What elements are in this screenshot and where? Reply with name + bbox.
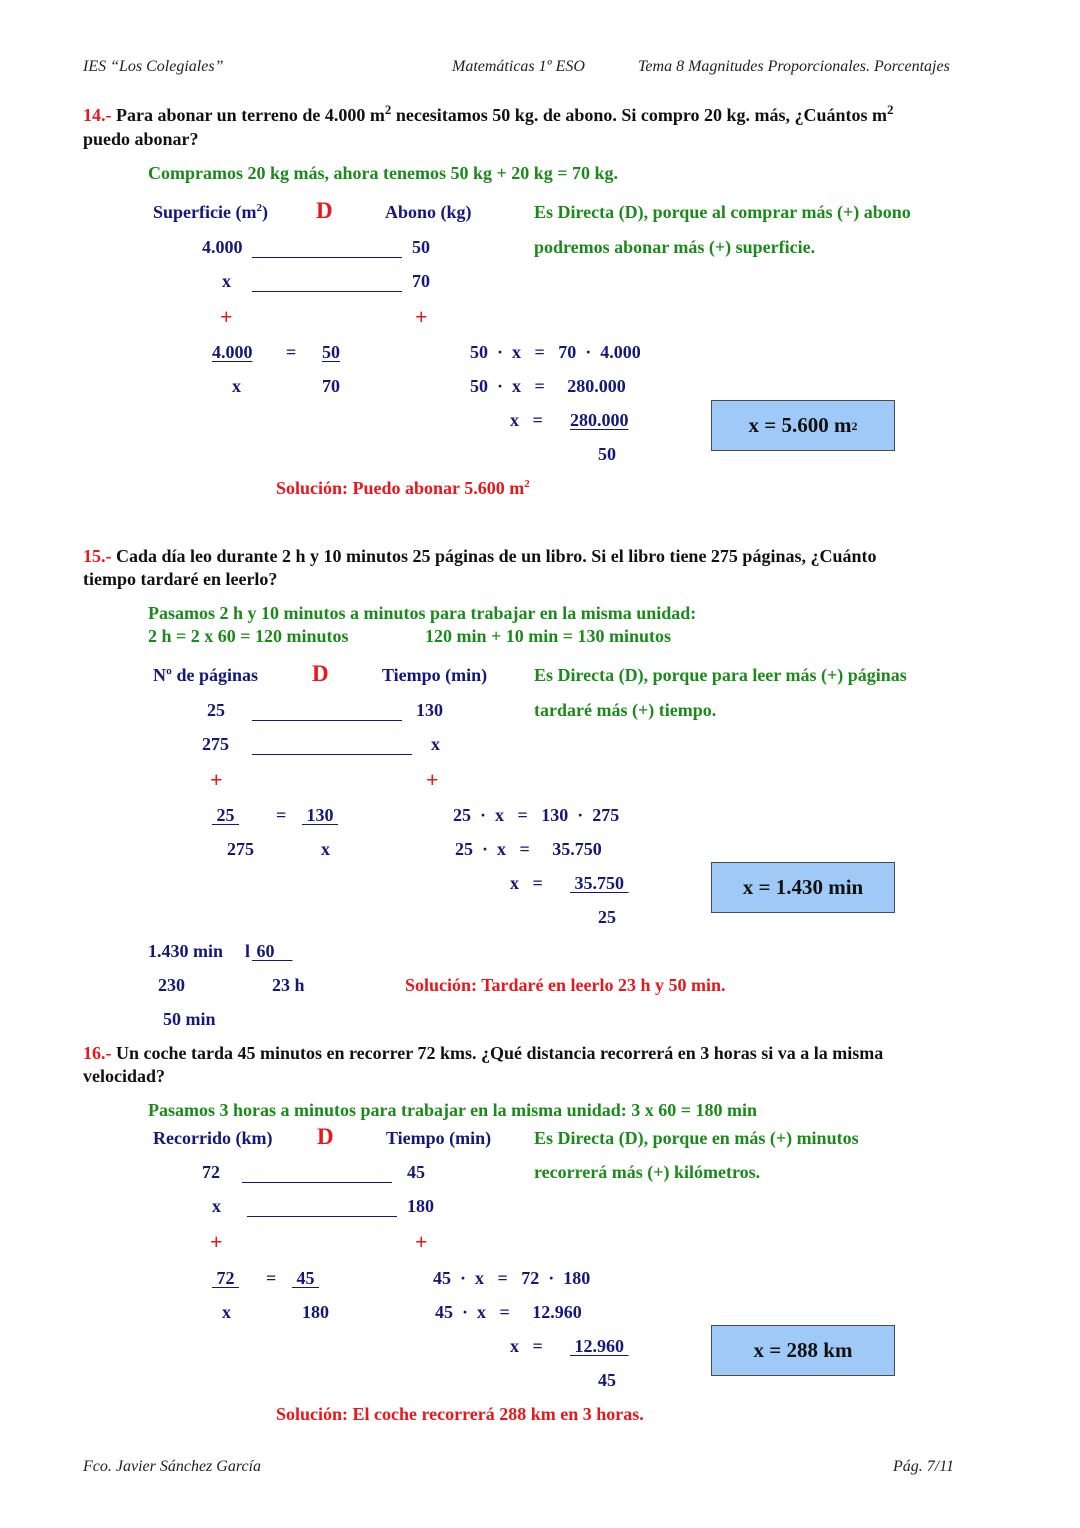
problem-14-type-letter: D xyxy=(316,198,333,223)
problem-16-type-letter: D xyxy=(317,1124,334,1149)
problem-15-div-divisor: 60 xyxy=(256,941,275,961)
problem-16-solution: Solución: El coche recorrerá 288 km en 3 horas. xyxy=(276,1404,644,1424)
header-subject: Matemáticas 1º ESO xyxy=(452,58,585,75)
problem-14-plus-right: + xyxy=(415,304,428,329)
problem-14-frac-right-num: 50 xyxy=(322,342,340,362)
problem-14-frac-equals: = xyxy=(286,342,297,362)
problem-14-col2-label: Abono (kg) xyxy=(385,202,472,222)
problem-16-frac-right-num: 45 xyxy=(296,1268,315,1288)
problem-16-row1-right: 45 xyxy=(407,1162,425,1182)
problem-16-eq3-den: 45 xyxy=(598,1370,616,1390)
problem-16-statement-line2: velocidad? xyxy=(83,1066,166,1086)
problem-14-result-box: x = 5.600 m 2 xyxy=(711,400,895,451)
problem-14-plus-left: + xyxy=(220,304,233,329)
problem-14-note: Compramos 20 kg más, ahora tenemos 50 kg + 20 kg = 70 kg. xyxy=(148,163,619,183)
problem-16-col2-label: Tiempo (min) xyxy=(386,1128,492,1148)
problem-16-row2-line xyxy=(247,1216,397,1217)
problem-14-row2-right: 70 xyxy=(412,271,430,291)
problem-15-frac-left-den: 275 xyxy=(227,839,254,859)
problem-14-row2-left: x xyxy=(222,271,231,291)
problem-16-eq2: 45 · x = 12.960 xyxy=(435,1302,582,1322)
problem-15-frac-equals: = xyxy=(276,805,287,825)
problem-15-col1-label: Nº de páginas xyxy=(153,665,258,685)
problem-15-frac-right-den: x xyxy=(321,839,330,859)
problem-15-plus-left: + xyxy=(210,767,223,792)
problem-15-div-remainder2: 50 min xyxy=(163,1009,216,1029)
footer-author: Fco. Javier Sánchez García xyxy=(83,1458,262,1475)
problem-16-plus-right: + xyxy=(415,1229,428,1254)
problem-16-statement: 16.- Un coche tarda 45 minutos en recorrer 72 kms. ¿Qué distancia recorrerá en 3 horas si va a la misma xyxy=(83,1043,884,1063)
problem-16-row2-right: 180 xyxy=(407,1196,434,1216)
problem-14-frac-left-num: 4.000 xyxy=(212,342,253,362)
problem-15-div-bar: l xyxy=(245,941,251,961)
problem-14-eq2: 50 · x = 280.000 xyxy=(470,376,626,396)
problem-14-frac-left-den: x xyxy=(232,376,241,396)
problem-15-eq3-num: 35.750 xyxy=(574,873,624,893)
problem-16-frac-right-den: 180 xyxy=(302,1302,329,1322)
header-school: IES “Los Colegiales” xyxy=(83,58,224,75)
header-topic: Tema 8 Magnitudes Proporcionales. Porcentajes xyxy=(638,58,950,75)
problem-15-eq3-left: x = xyxy=(510,873,543,893)
problem-16-number: 16.- xyxy=(83,1043,112,1063)
problem-15-solution: Solución: Tardaré en leerlo 23 h y 50 min. xyxy=(405,975,726,995)
problem-15-col2-label: Tiempo (min) xyxy=(382,665,488,685)
problem-16-row2-left: x xyxy=(212,1196,221,1216)
problem-15-eq1: 25 · x = 130 · 275 xyxy=(453,805,620,825)
problem-15-frac-left-num: 25 xyxy=(216,805,235,825)
problem-16-reason-line1: Es Directa (D), porque en más (+) minutos xyxy=(534,1128,859,1148)
problem-15-result-box: x = 1.430 min xyxy=(711,862,895,913)
problem-16-row1-line xyxy=(242,1182,392,1183)
problem-16-eq3-left: x = xyxy=(510,1336,543,1356)
problem-14-col1-label: Superficie $(m^2)$ xyxy=(153,202,268,222)
problem-14-frac-right-den: 70 xyxy=(322,376,340,396)
problem-16-reason-line2: recorrerá más (+) kilómetros. xyxy=(534,1162,761,1182)
problem-15-eq3-den: 25 xyxy=(598,907,616,927)
problem-15-note-line2b: 120 min + 10 min = 130 minutos xyxy=(425,626,672,646)
problem-14-eq3-left: x = xyxy=(510,410,543,430)
footer-page: Pág. 7/11 xyxy=(893,1458,955,1475)
problem-15-row1-line xyxy=(252,720,402,721)
problem-15-number: 15.- xyxy=(83,546,112,566)
problem-14-statement: 14.- Para abonar un terreno de 4.000 $m^2$ necesitamos 50 kg. de abono. Si compro 20 kg. más, ¿Cuántos $m^2$ xyxy=(83,102,894,125)
problem-15-reason-line1: Es Directa (D), porque para leer más (+) páginas xyxy=(534,665,907,685)
problem-14-row1-left: 4.000 xyxy=(202,237,243,257)
problem-14-number: 14.- xyxy=(83,105,112,125)
problem-16-eq3-num: 12.960 xyxy=(574,1336,624,1356)
problem-14-reason-line2: podremos abonar más (+) superficie. xyxy=(534,237,816,257)
problem-15-type-letter: D xyxy=(312,661,329,686)
problem-15-note-line2a: 2 h = 2 x 60 = 120 minutos xyxy=(148,626,349,646)
problem-14-row1-right: 50 xyxy=(412,237,430,257)
problem-14-row2-line xyxy=(252,291,402,292)
problem-16-frac-left-num: 72 xyxy=(216,1268,235,1288)
problem-15-div-dividend: 1.430 min xyxy=(148,941,224,961)
problem-15-row2-line xyxy=(252,754,412,755)
problem-16-eq1: 45 · x = 72 · 180 xyxy=(433,1268,591,1288)
problem-15-statement: 15.- Cada día leo durante 2 h y 10 minutos 25 páginas de un libro. Si el libro tiene 275 páginas, ¿Cuánto xyxy=(83,546,877,566)
problem-16-col1-label: Recorrido (km) xyxy=(153,1128,273,1148)
problem-14-eq3-den: 50 xyxy=(598,444,616,464)
problem-15-frac-right-num: 130 xyxy=(306,805,334,825)
problem-15-statement-line2: tiempo tardaré en leerlo? xyxy=(83,569,278,589)
problem-14-statement-line2: puedo abonar? xyxy=(83,129,199,149)
problem-15-row1-left: 25 xyxy=(207,700,225,720)
problem-16-result-box: x = 288 km xyxy=(711,1325,895,1376)
problem-15-row1-right: 130 xyxy=(416,700,443,720)
problem-14-row1-line xyxy=(252,257,402,258)
problem-14-solution: Solución: Puedo abonar 5.600 $m^2$ xyxy=(276,478,530,498)
problem-15-reason-line2: tardaré más (+) tiempo. xyxy=(534,700,717,720)
problem-15-note-line1: Pasamos 2 h y 10 minutos a minutos para trabajar en la misma unidad: xyxy=(148,603,697,623)
problem-15-eq2: 25 · x = 35.750 xyxy=(455,839,602,859)
problem-15-div-remainder1: 230 xyxy=(158,975,185,995)
problem-16-note: Pasamos 3 horas a minutos para trabajar en la misma unidad: 3 x 60 = 180 min xyxy=(148,1100,757,1120)
problem-14-reason-line1: Es Directa (D), porque al comprar más (+) abono xyxy=(534,202,911,222)
problem-16-frac-left-den: x xyxy=(222,1302,231,1322)
problem-16-frac-equals: = xyxy=(266,1268,277,1288)
problem-15-div-quotient: 23 h xyxy=(272,975,305,995)
problem-16-row1-left: 72 xyxy=(202,1162,220,1182)
problem-14-eq1: 50 · x = 70 · 4.000 xyxy=(470,342,641,362)
problem-14-eq3-num: 280.000 xyxy=(570,410,629,430)
problem-15-row2-right: x xyxy=(431,734,440,754)
problem-15-plus-right: + xyxy=(426,767,439,792)
problem-16-plus-left: + xyxy=(210,1229,223,1254)
problem-15-row2-left: 275 xyxy=(202,734,229,754)
